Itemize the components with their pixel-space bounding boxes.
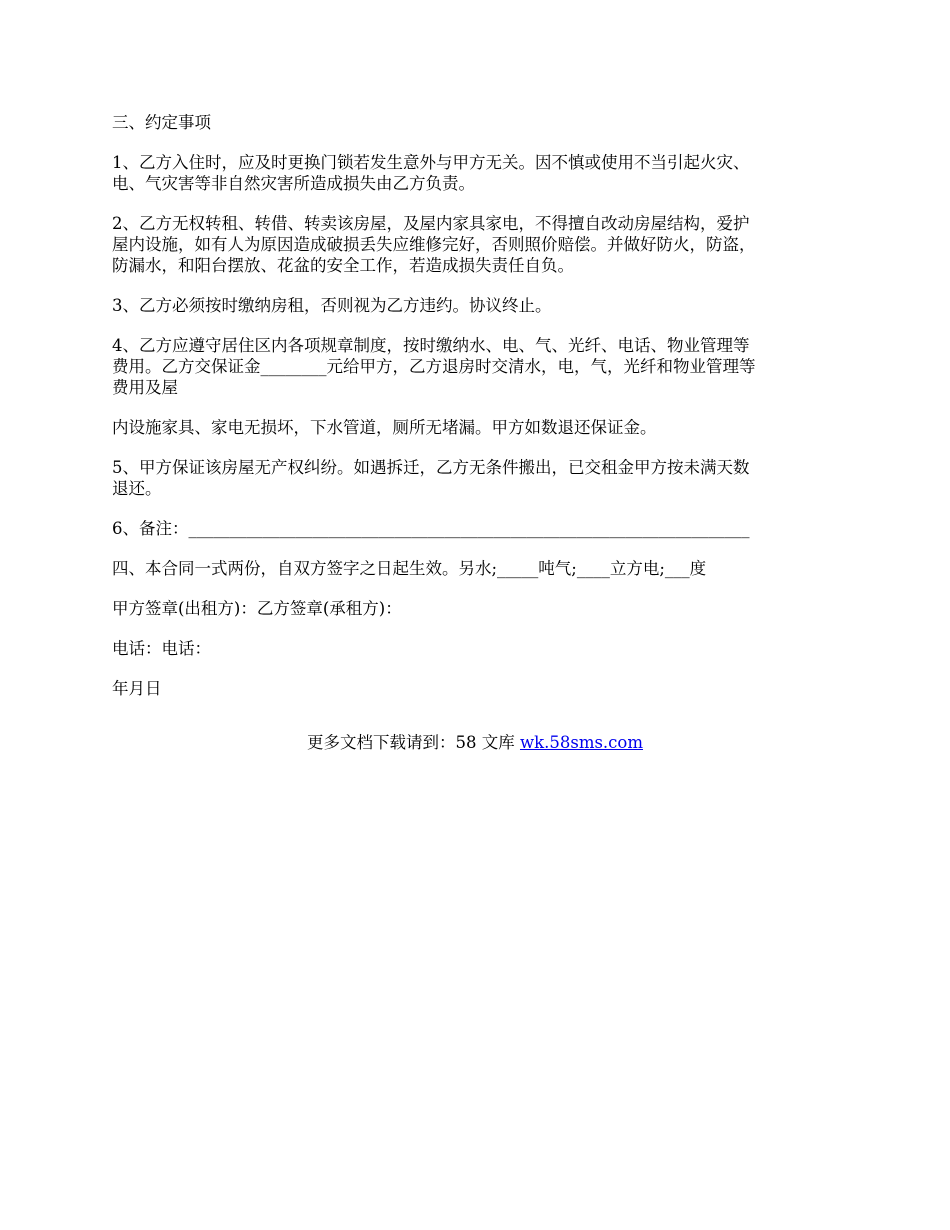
- clause-4-line-2: 费用。乙方交保证金________元给甲方，乙方退房时交清水，电，气，光纤和物业管理等: [112, 357, 756, 376]
- signatures-line: 甲方签章(出租方)：乙方签章(承租方)：: [112, 599, 402, 618]
- clause-1-line-2: 电、气灾害等非自然灾害所造成损失由乙方负责。: [112, 174, 475, 193]
- clause-4-continuation: 内设施家具、家电无损坏，下水管道，厕所无堵漏。甲方如数退还保证金。: [112, 418, 657, 437]
- clause-6-remarks: 6、备注：____________________________________________________________________: [112, 519, 750, 538]
- clause-5: [112, 457, 842, 499]
- footer: [0, 732, 950, 753]
- clause-1-line-1: 1、乙方入住时，应及时更换门锁若发生意外与甲方无关。因不慎或使用不当引起火灾、: [112, 153, 750, 172]
- clause-4-line-3: 费用及屋: [112, 378, 178, 397]
- document-body: [112, 112, 842, 718]
- section-title: 三、约定事项: [112, 113, 211, 132]
- clause-2-line-2: 屋内设施，如有人为原因造成破损丢失应维修完好，否则照价赔偿。并做好防火，防盗，: [112, 235, 756, 254]
- clause-3: 3、乙方必须按时缴纳房租，否则视为乙方违约。协议终止。: [112, 296, 552, 315]
- clause-4-line-1: 4、乙方应遵守居住区内各项规章制度，按时缴纳水、电、气、光纤、电话、物业管理等: [112, 336, 750, 355]
- footer-text: 更多文档下载请到：58 文库: [306, 733, 520, 752]
- date-line: 年月日: [112, 679, 162, 698]
- clause-4: [112, 335, 842, 398]
- clause-2: [112, 213, 842, 276]
- phones-line: 电话：电话：: [112, 639, 211, 658]
- section-4: 四、本合同一式两份，自双方签字之日起生效。另水;_____吨气;____立方电;___度: [112, 559, 707, 578]
- clause-5-line-2: 退还。: [112, 479, 162, 498]
- clause-1: [112, 152, 842, 194]
- clause-2-line-1: 2、乙方无权转租、转借、转卖该房屋，及屋内家具家电，不得擅自改动房屋结构，爱护: [112, 214, 750, 233]
- clause-5-line-1: 5、甲方保证该房屋无产权纠纷。如遇拆迁，乙方无条件搬出，已交租金甲方按未满天数: [112, 458, 750, 477]
- footer-link[interactable]: wk.58sms.com: [519, 733, 643, 752]
- clause-2-line-3: 防漏水，和阳台摆放、花盆的安全工作，若造成损失责任自负。: [112, 256, 574, 275]
